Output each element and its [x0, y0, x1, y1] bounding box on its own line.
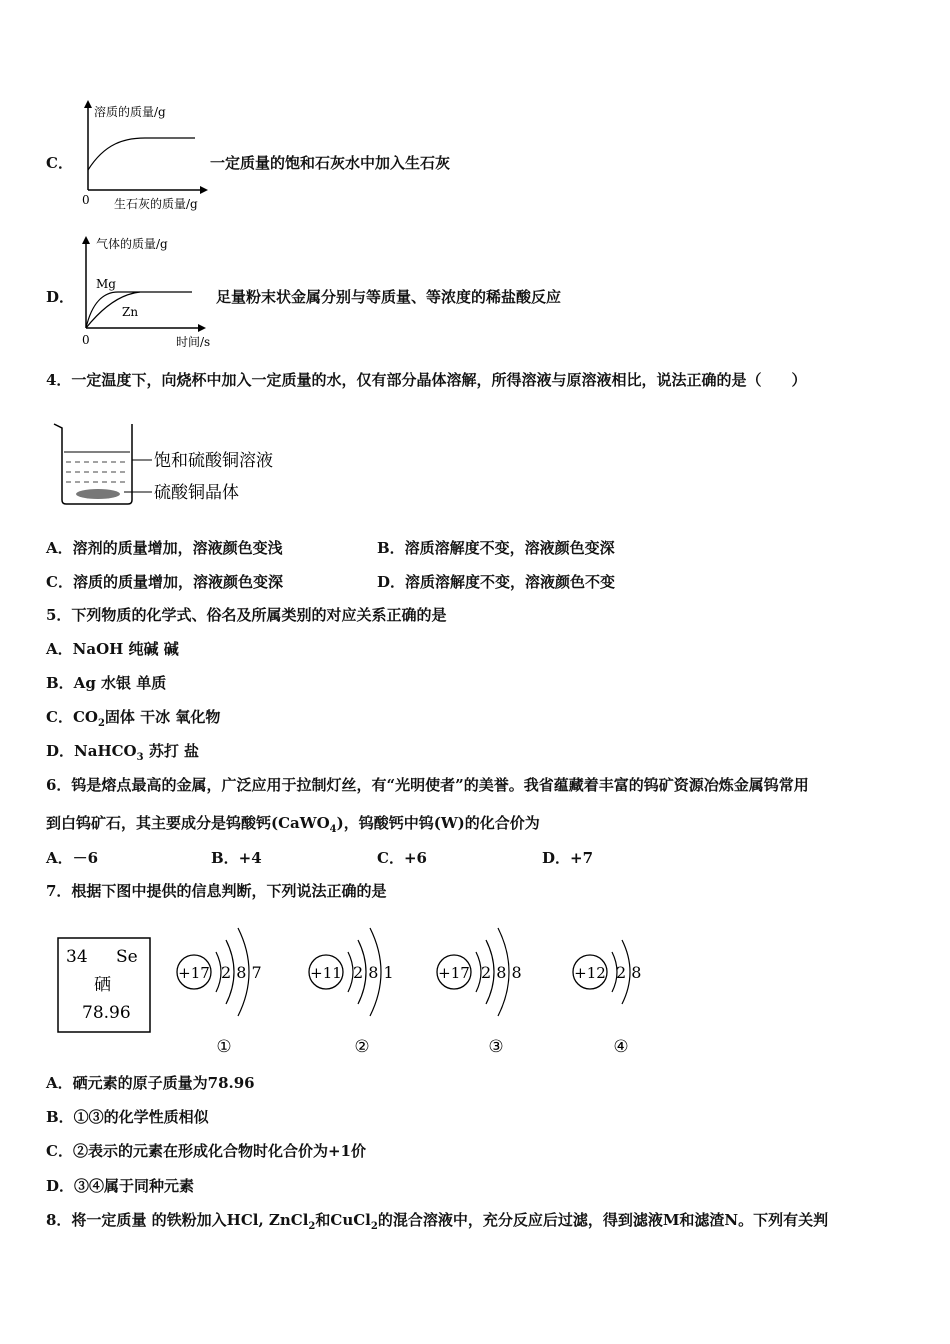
graph-d-zn-label: Zn [122, 305, 139, 319]
graph-d-curve-mg [86, 292, 192, 328]
svg-text:+17: +17 [438, 964, 470, 982]
q5-option-d: D．NaHCO$_3$ 苏打 盐 [46, 742, 200, 763]
svg-text:+17: +17 [178, 964, 210, 982]
graph-c [70, 98, 220, 214]
atom-1-shells: 2 8 7 [221, 963, 262, 982]
atom-2-label: ② [354, 1037, 370, 1057]
graph-d-y-label: 气体的质量/g [96, 237, 168, 251]
q5-option-a: A．NaOH 纯碱 碱 [46, 640, 179, 658]
svg-text:+12: +12 [574, 964, 606, 982]
q7-option-c: C．②表示的元素在形成化合物时化合价为+1价 [46, 1142, 366, 1160]
liquid-lines [66, 462, 128, 482]
graph-d-y-arrow [82, 236, 90, 244]
graph-d-x-label: 时间/s [176, 335, 211, 349]
atom-1-label: ① [216, 1037, 232, 1057]
atom-3 [437, 928, 522, 1057]
option-c-desc: 一定质量的饱和石灰水中加入生石灰 [210, 154, 451, 172]
graph-c-curve [88, 138, 195, 170]
atom-4-label: ④ [613, 1037, 629, 1057]
q4-option-a: A．溶剂的质量增加，溶液颜色变浅 [46, 539, 283, 557]
option-c-label: C． [46, 154, 73, 172]
graph-d [70, 232, 225, 350]
atom-3-shells: 2 8 8 [481, 963, 522, 982]
graph-d-origin: 0 [82, 333, 90, 347]
q8-stem: 8．将一定质量 的铁粉加入HCl, ZnCl$_2$和CuCl$_2$的混合溶液中，充分反应后过滤，得到滤液M和滤渣N。下列有关判 [46, 1211, 829, 1232]
graph-c-origin: 0 [82, 193, 90, 207]
q7-option-a: A．硒元素的原子质量为78.96 [46, 1074, 255, 1092]
crystal-pile [76, 489, 120, 499]
q4-option-c: C．溶质的质量增加，溶液颜色变深 [46, 573, 283, 591]
q4-option-b: B．溶质溶解度不变，溶液颜色变深 [377, 539, 615, 557]
beaker-label-crystal: 硫酸铜晶体 [154, 483, 239, 503]
atom-diagram [50, 910, 670, 1060]
q5-option-c: C．$CO_2$固体 干冰 氧化物 [46, 708, 221, 729]
atom-4-shells: 2 8 [616, 963, 642, 982]
q4-option-d: D．溶质溶解度不变，溶液颜色不变 [377, 573, 616, 591]
graph-c-y-arrow [84, 100, 92, 108]
q6-option-a: A．－6 [46, 849, 99, 867]
q6-option-b: B．+4 [211, 849, 262, 867]
element-mass: 78.96 [82, 1003, 131, 1023]
beaker-label-solution: 饱和硫酸铜溶液 [154, 451, 273, 471]
option-d-label: D． [46, 288, 75, 306]
beaker-diagram [50, 418, 310, 510]
graph-c-y-label: 溶质的质量/g [94, 105, 166, 119]
q7-stem: 7．根据下图中提供的信息判断，下列说法正确的是 [46, 882, 387, 900]
element-symbol: Se [116, 947, 138, 967]
q4-stem: 4．一定温度下，向烧杯中加入一定质量的水，仅有部分晶体溶解，所得溶液与原溶液相比，说法正确的是（ ） [46, 371, 807, 389]
svg-text:+11: +11 [310, 964, 342, 982]
graph-c-x-label: 生石灰的质量/g [114, 197, 198, 211]
option-d-desc: 足量粉末状金属分别与等质量、等浓度的稀盐酸反应 [216, 288, 562, 306]
atom-1 [177, 928, 262, 1057]
q6-option-d: D．+7 [542, 849, 594, 867]
q7-option-d: D．③④属于同种元素 [46, 1177, 195, 1195]
q6-stem-line2: 到白钨矿石，其主要成分是钨酸钙(CaWO$_4$)，钨酸钙中钨(W)的化合价为 [46, 814, 540, 835]
atom-3-label: ③ [488, 1037, 504, 1057]
q5-stem: 5．下列物质的化学式、俗名及所属类别的对应关系正确的是 [46, 606, 447, 624]
q6-option-c: C．+6 [377, 849, 427, 867]
q7-option-b: B．①③的化学性质相似 [46, 1108, 209, 1126]
q6-stem-line1: 6．钨是熔点最高的金属，广泛应用于拉制灯丝，有“光明使者”的美誉。我省蕴藏着丰富的钨矿资源冶炼金属钨常用 [46, 776, 809, 794]
atom-4 [573, 940, 641, 1057]
graph-d-mg-label: Mg [96, 277, 116, 291]
q5-option-b: B．Ag 水银 单质 [46, 674, 167, 692]
atom-2-shells: 2 8 1 [353, 963, 394, 982]
element-name: 硒 [94, 975, 111, 995]
graph-c-x-arrow [200, 186, 208, 194]
graph-d-x-arrow [198, 324, 206, 332]
atom-2 [309, 928, 394, 1057]
element-number: 34 [66, 947, 88, 967]
